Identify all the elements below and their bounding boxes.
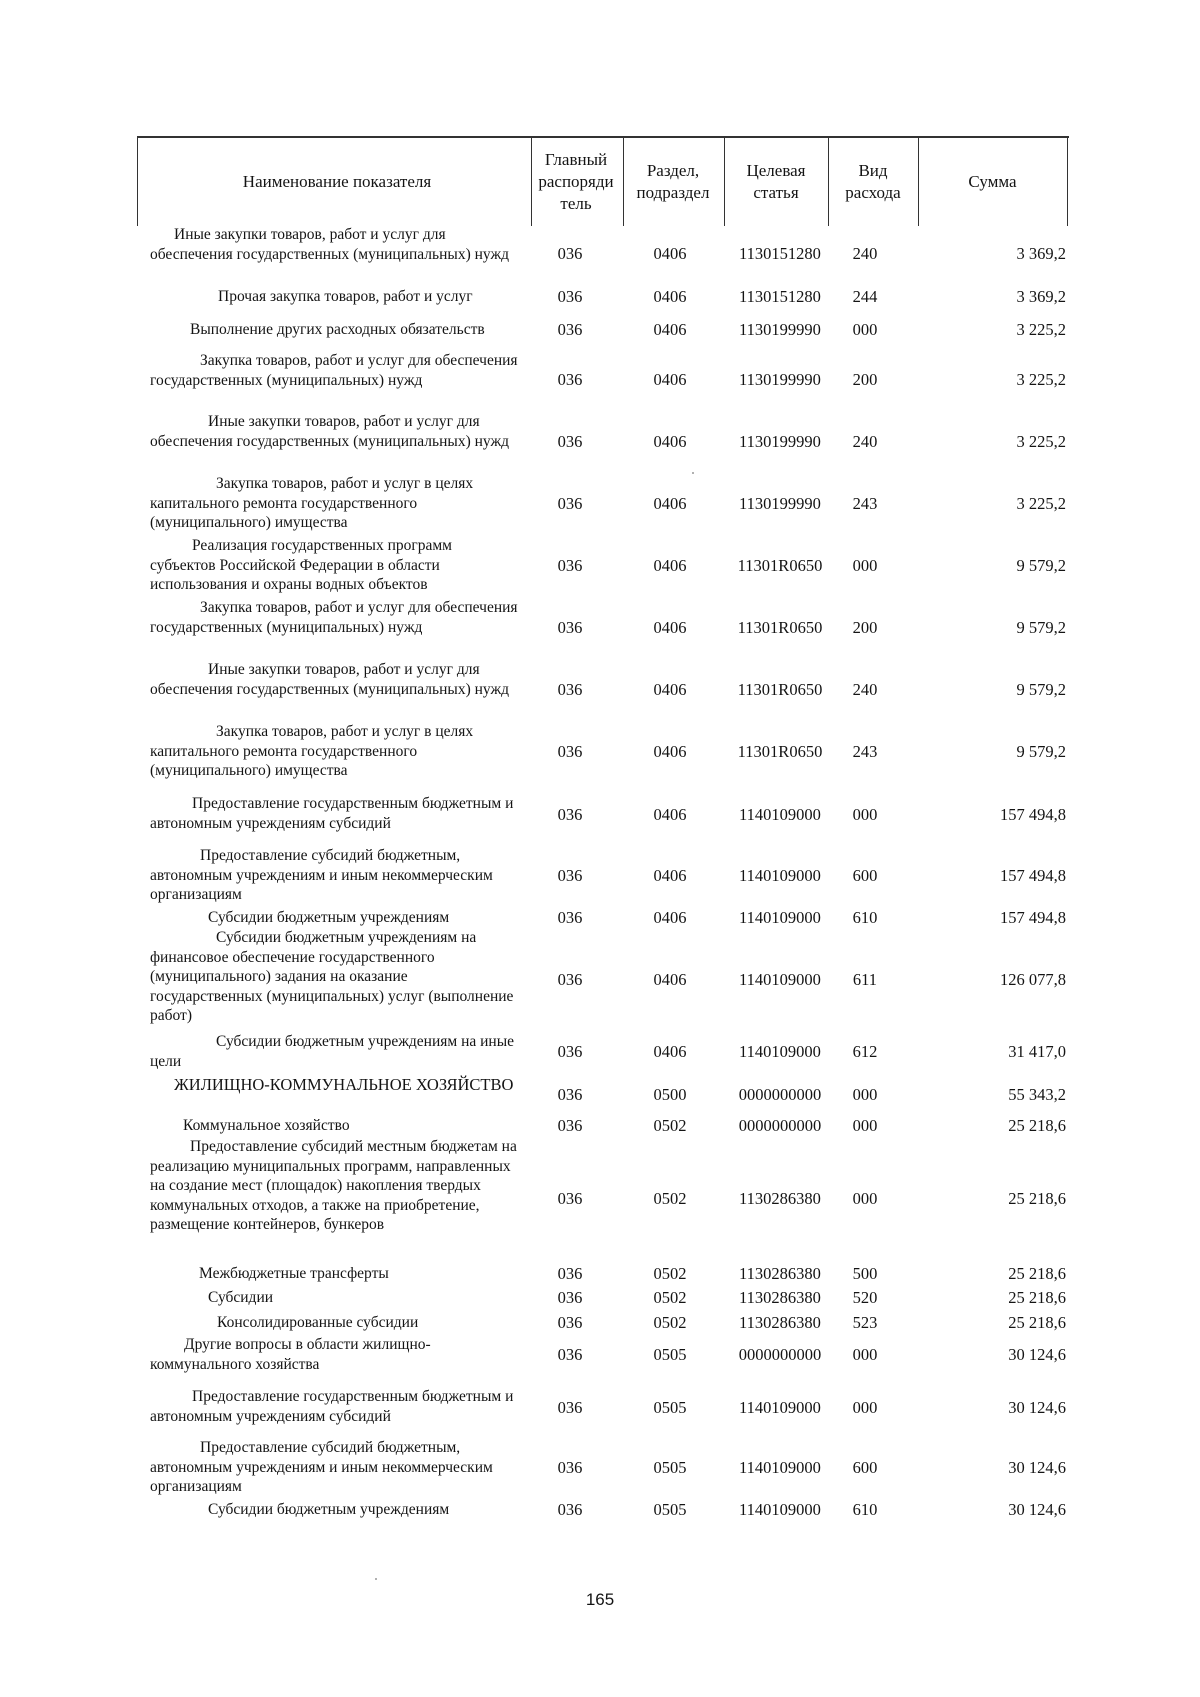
row-vid: 611 — [852, 970, 878, 989]
header-cel: Целевая статья — [746, 161, 806, 202]
row-summa: 157 494,8 — [1000, 866, 1066, 885]
row-razdel: 0406 — [653, 370, 687, 389]
row-glav: 036 — [557, 244, 583, 263]
row-vid: 600 — [852, 866, 878, 885]
row-summa: 9 579,2 — [1016, 742, 1066, 761]
row-name: Прочая закупка товаров, работ и услуг — [218, 288, 473, 305]
row-name: Предоставление субсидий местным бюджетам на реализацию муниципальных программ, направленных на создание мест (площадок) накопления твердых коммунальных отходов, а также на приобретение, размещение контейнеров, бункеров — [150, 1138, 517, 1233]
row-name: Закупка товаров, работ и услуг для обеспечения государственных (муниципальных) нужд — [150, 599, 518, 636]
row-summa: 126 077,8 — [1000, 970, 1066, 989]
table-row — [0, 1288, 1200, 1312]
row-glav: 036 — [557, 320, 583, 339]
row-vid: 200 — [852, 618, 878, 637]
table-row — [0, 536, 1200, 598]
row-razdel: 0406 — [653, 680, 687, 699]
row-razdel: 0406 — [653, 618, 687, 637]
row-cel: 0000000000 — [738, 1085, 822, 1104]
row-vid: 523 — [852, 1313, 878, 1332]
row-razdel: 0505 — [653, 1345, 687, 1364]
row-name: Закупка товаров, работ и услуг в целях капитального ремонта государственного (муниципального) имущества — [150, 723, 474, 779]
row-summa: 30 124,6 — [1008, 1345, 1066, 1364]
table-row — [0, 412, 1200, 474]
row-razdel: 0406 — [653, 908, 687, 927]
row-razdel: 0406 — [653, 556, 687, 575]
row-cel: 1130199990 — [739, 370, 821, 389]
row-vid: 000 — [852, 805, 878, 824]
row-glav: 036 — [557, 1189, 583, 1208]
row-name: Иные закупки товаров, работ и услуг для обеспечения государственных (муниципальных) нужд — [150, 413, 510, 450]
table-row — [0, 598, 1200, 660]
row-name: Субсидии бюджетным учреждениям на иные цели — [150, 1033, 515, 1070]
table-row — [0, 286, 1200, 312]
row-glav: 036 — [557, 908, 583, 927]
table-row — [0, 660, 1200, 722]
row-name: Предоставление государственным бюджетным и автономным учреждениям субсидий — [150, 795, 514, 832]
table-row — [0, 722, 1200, 784]
table-row — [0, 1335, 1200, 1379]
row-summa: 3 369,2 — [1016, 287, 1066, 306]
row-summa: 25 218,6 — [1008, 1116, 1066, 1135]
row-razdel: 0406 — [653, 244, 687, 263]
row-name: Субсидии бюджетным учреждениям — [208, 909, 450, 926]
row-glav: 036 — [557, 1264, 583, 1283]
row-vid: 243 — [852, 742, 878, 761]
row-cel: 1130151280 — [739, 244, 821, 263]
row-vid: 610 — [852, 1500, 878, 1519]
row-razdel: 0500 — [653, 1085, 687, 1104]
row-cel: 0000000000 — [738, 1345, 822, 1364]
row-vid: 000 — [852, 1398, 878, 1417]
row-name: Субсидии — [208, 1289, 274, 1306]
row-razdel: 0502 — [653, 1116, 687, 1135]
table-row — [0, 1313, 1200, 1337]
row-cel: 11301R0650 — [737, 556, 823, 575]
row-name: Закупка товаров, работ и услуг для обеспечения государственных (муниципальных) нужд — [150, 352, 518, 389]
row-summa: 30 124,6 — [1008, 1500, 1066, 1519]
row-name: Закупка товаров, работ и услуг в целях капитального ремонта государственного (муниципального) имущества — [150, 475, 474, 531]
row-glav: 036 — [557, 1288, 583, 1307]
row-glav: 036 — [557, 432, 583, 451]
header-divider — [1067, 138, 1068, 226]
row-glav: 036 — [557, 970, 583, 989]
row-name: Предоставление субсидий бюджетным, автономным учреждениям и иным некоммерческим организациям — [150, 1439, 493, 1495]
row-vid: 520 — [852, 1288, 878, 1307]
row-summa: 157 494,8 — [1000, 805, 1066, 824]
row-vid: 600 — [852, 1458, 878, 1477]
table-row — [0, 794, 1200, 844]
row-name: Субсидии бюджетным учреждениям — [208, 1501, 450, 1518]
row-razdel: 0406 — [653, 320, 687, 339]
table-row — [0, 928, 1200, 1032]
row-name: Иные закупки товаров, работ и услуг для обеспечения государственных (муниципальных) нужд — [150, 661, 510, 698]
row-glav: 036 — [557, 1500, 583, 1519]
row-razdel: 0406 — [653, 742, 687, 761]
header-divider — [623, 138, 624, 226]
header-divider — [918, 138, 919, 226]
row-vid: 200 — [852, 370, 878, 389]
row-cel: 1140109000 — [739, 1042, 821, 1061]
row-vid: 000 — [852, 556, 878, 575]
row-glav: 036 — [557, 866, 583, 885]
row-summa: 3 225,2 — [1016, 432, 1066, 451]
header-divider — [137, 138, 138, 226]
row-razdel: 0502 — [653, 1313, 687, 1332]
row-name: Коммунальное хозяйство — [183, 1117, 350, 1134]
row-vid: 000 — [852, 1189, 878, 1208]
row-glav: 036 — [557, 556, 583, 575]
row-summa: 31 417,0 — [1008, 1042, 1066, 1061]
row-vid: 240 — [852, 244, 878, 263]
row-summa: 25 218,6 — [1008, 1189, 1066, 1208]
table-row — [0, 1264, 1200, 1288]
row-razdel: 0502 — [653, 1288, 687, 1307]
row-cel: 1130199990 — [739, 494, 821, 513]
row-razdel: 0502 — [653, 1264, 687, 1283]
row-glav: 036 — [557, 494, 583, 513]
scan-speck — [375, 1578, 377, 1580]
row-vid: 000 — [852, 320, 878, 339]
row-cel: 1130286380 — [739, 1189, 821, 1208]
row-glav: 036 — [557, 1345, 583, 1364]
row-razdel: 0406 — [653, 866, 687, 885]
row-cel: 1140109000 — [739, 970, 821, 989]
row-cel: 1130151280 — [739, 287, 821, 306]
row-razdel: 0505 — [653, 1500, 687, 1519]
row-razdel: 0406 — [653, 1042, 687, 1061]
row-summa: 3 369,2 — [1016, 244, 1066, 263]
row-cel: 1140109000 — [739, 1398, 821, 1417]
row-glav: 036 — [557, 1042, 583, 1061]
row-vid: 244 — [852, 287, 878, 306]
header-glav: Главный распоряди тель — [538, 150, 614, 213]
row-razdel: 0502 — [653, 1189, 687, 1208]
row-summa: 9 579,2 — [1016, 618, 1066, 637]
row-vid: 240 — [852, 432, 878, 451]
table-row — [0, 1500, 1200, 1524]
table-row — [0, 1387, 1200, 1437]
row-cel: 11301R0650 — [737, 742, 823, 761]
row-cel: 1140109000 — [739, 805, 821, 824]
row-glav: 036 — [557, 1116, 583, 1135]
row-glav: 036 — [557, 618, 583, 637]
row-name: Иные закупки товаров, работ и услуг для обеспечения государственных (муниципальных) нужд — [150, 226, 510, 263]
header-vid: Вид расхода — [845, 161, 901, 202]
row-summa: 157 494,8 — [1000, 908, 1066, 927]
row-vid: 612 — [852, 1042, 878, 1061]
row-summa: 25 218,6 — [1008, 1288, 1066, 1307]
row-summa: 55 343,2 — [1008, 1085, 1066, 1104]
row-summa: 25 218,6 — [1008, 1313, 1066, 1332]
row-cel: 1130286380 — [739, 1264, 821, 1283]
table-row — [0, 1074, 1200, 1118]
row-razdel: 0406 — [653, 970, 687, 989]
row-name: Консолидированные субсидии — [217, 1314, 419, 1331]
row-name: ЖИЛИЩНО-КОММУНАЛЬНОЕ ХОЗЯЙСТВО — [174, 1075, 514, 1094]
header-razdel: Раздел, подраздел — [636, 161, 710, 202]
row-summa: 9 579,2 — [1016, 680, 1066, 699]
row-razdel: 0406 — [653, 494, 687, 513]
row-vid: 500 — [852, 1264, 878, 1283]
row-vid: 240 — [852, 680, 878, 699]
row-summa: 3 225,2 — [1016, 320, 1066, 339]
row-name: Предоставление государственным бюджетным и автономным учреждениям субсидий — [150, 1388, 514, 1425]
row-summa: 3 225,2 — [1016, 494, 1066, 513]
row-cel: 11301R0650 — [737, 618, 823, 637]
row-glav: 036 — [557, 1398, 583, 1417]
row-glav: 036 — [557, 805, 583, 824]
row-razdel: 0406 — [653, 805, 687, 824]
row-summa: 25 218,6 — [1008, 1264, 1066, 1283]
table-header — [137, 136, 1069, 226]
row-glav: 036 — [557, 1085, 583, 1104]
table-row — [0, 1137, 1200, 1263]
table-row — [0, 1032, 1200, 1074]
scan-speck — [692, 472, 694, 474]
row-razdel: 0505 — [653, 1398, 687, 1417]
header-summa: Сумма — [968, 172, 1017, 191]
row-glav: 036 — [557, 370, 583, 389]
row-cel: 1130286380 — [739, 1288, 821, 1307]
row-vid: 000 — [852, 1345, 878, 1364]
row-vid: 000 — [852, 1085, 878, 1104]
row-cel: 1130199990 — [739, 432, 821, 451]
row-cel: 1140109000 — [739, 866, 821, 885]
row-name: Другие вопросы в области жилищно-коммунального хозяйства — [150, 1336, 431, 1373]
row-glav: 036 — [557, 1458, 583, 1477]
table-row — [0, 350, 1200, 412]
row-razdel: 0505 — [653, 1458, 687, 1477]
table-row — [0, 846, 1200, 908]
row-summa: 30 124,6 — [1008, 1458, 1066, 1477]
row-summa: 9 579,2 — [1016, 556, 1066, 575]
table-row — [0, 224, 1200, 286]
header-divider — [531, 138, 532, 226]
table-row — [0, 1438, 1200, 1500]
header-name: Наименование показателя — [242, 172, 432, 191]
row-cel: 1130286380 — [739, 1313, 821, 1332]
row-name: Предоставление субсидий бюджетным, автономным учреждениям и иным некоммерческим организациям — [150, 847, 493, 903]
header-divider — [828, 138, 829, 226]
row-vid: 000 — [852, 1116, 878, 1135]
row-glav: 036 — [557, 680, 583, 699]
row-cel: 11301R0650 — [737, 680, 823, 699]
row-razdel: 0406 — [653, 432, 687, 451]
table-row — [0, 474, 1200, 536]
header-divider — [724, 138, 725, 226]
row-vid: 243 — [852, 494, 878, 513]
table-row — [0, 320, 1200, 350]
row-name: Реализация государственных программ субъектов Российской Федерации в области использования и охраны водных объектов — [150, 537, 452, 593]
row-glav: 036 — [557, 742, 583, 761]
row-name: Субсидии бюджетным учреждениям на финансовое обеспечение государственного (муниципального) задания на оказание государственных (муниципальных) услуг (выполнение работ) — [150, 929, 514, 1024]
row-name: Выполнение других расходных обязательств — [190, 321, 485, 338]
row-glav: 036 — [557, 1313, 583, 1332]
row-cel: 1130199990 — [739, 320, 821, 339]
row-glav: 036 — [557, 287, 583, 306]
row-cel: 1140109000 — [739, 1500, 821, 1519]
row-cel: 0000000000 — [738, 1116, 822, 1135]
row-vid: 610 — [852, 908, 878, 927]
row-summa: 30 124,6 — [1008, 1398, 1066, 1417]
row-razdel: 0406 — [653, 287, 687, 306]
row-summa: 3 225,2 — [1016, 370, 1066, 389]
row-cel: 1140109000 — [739, 1458, 821, 1477]
row-name: Межбюджетные трансферты — [199, 1265, 389, 1282]
page-number: 165 — [585, 1590, 615, 1609]
row-cel: 1140109000 — [739, 908, 821, 927]
